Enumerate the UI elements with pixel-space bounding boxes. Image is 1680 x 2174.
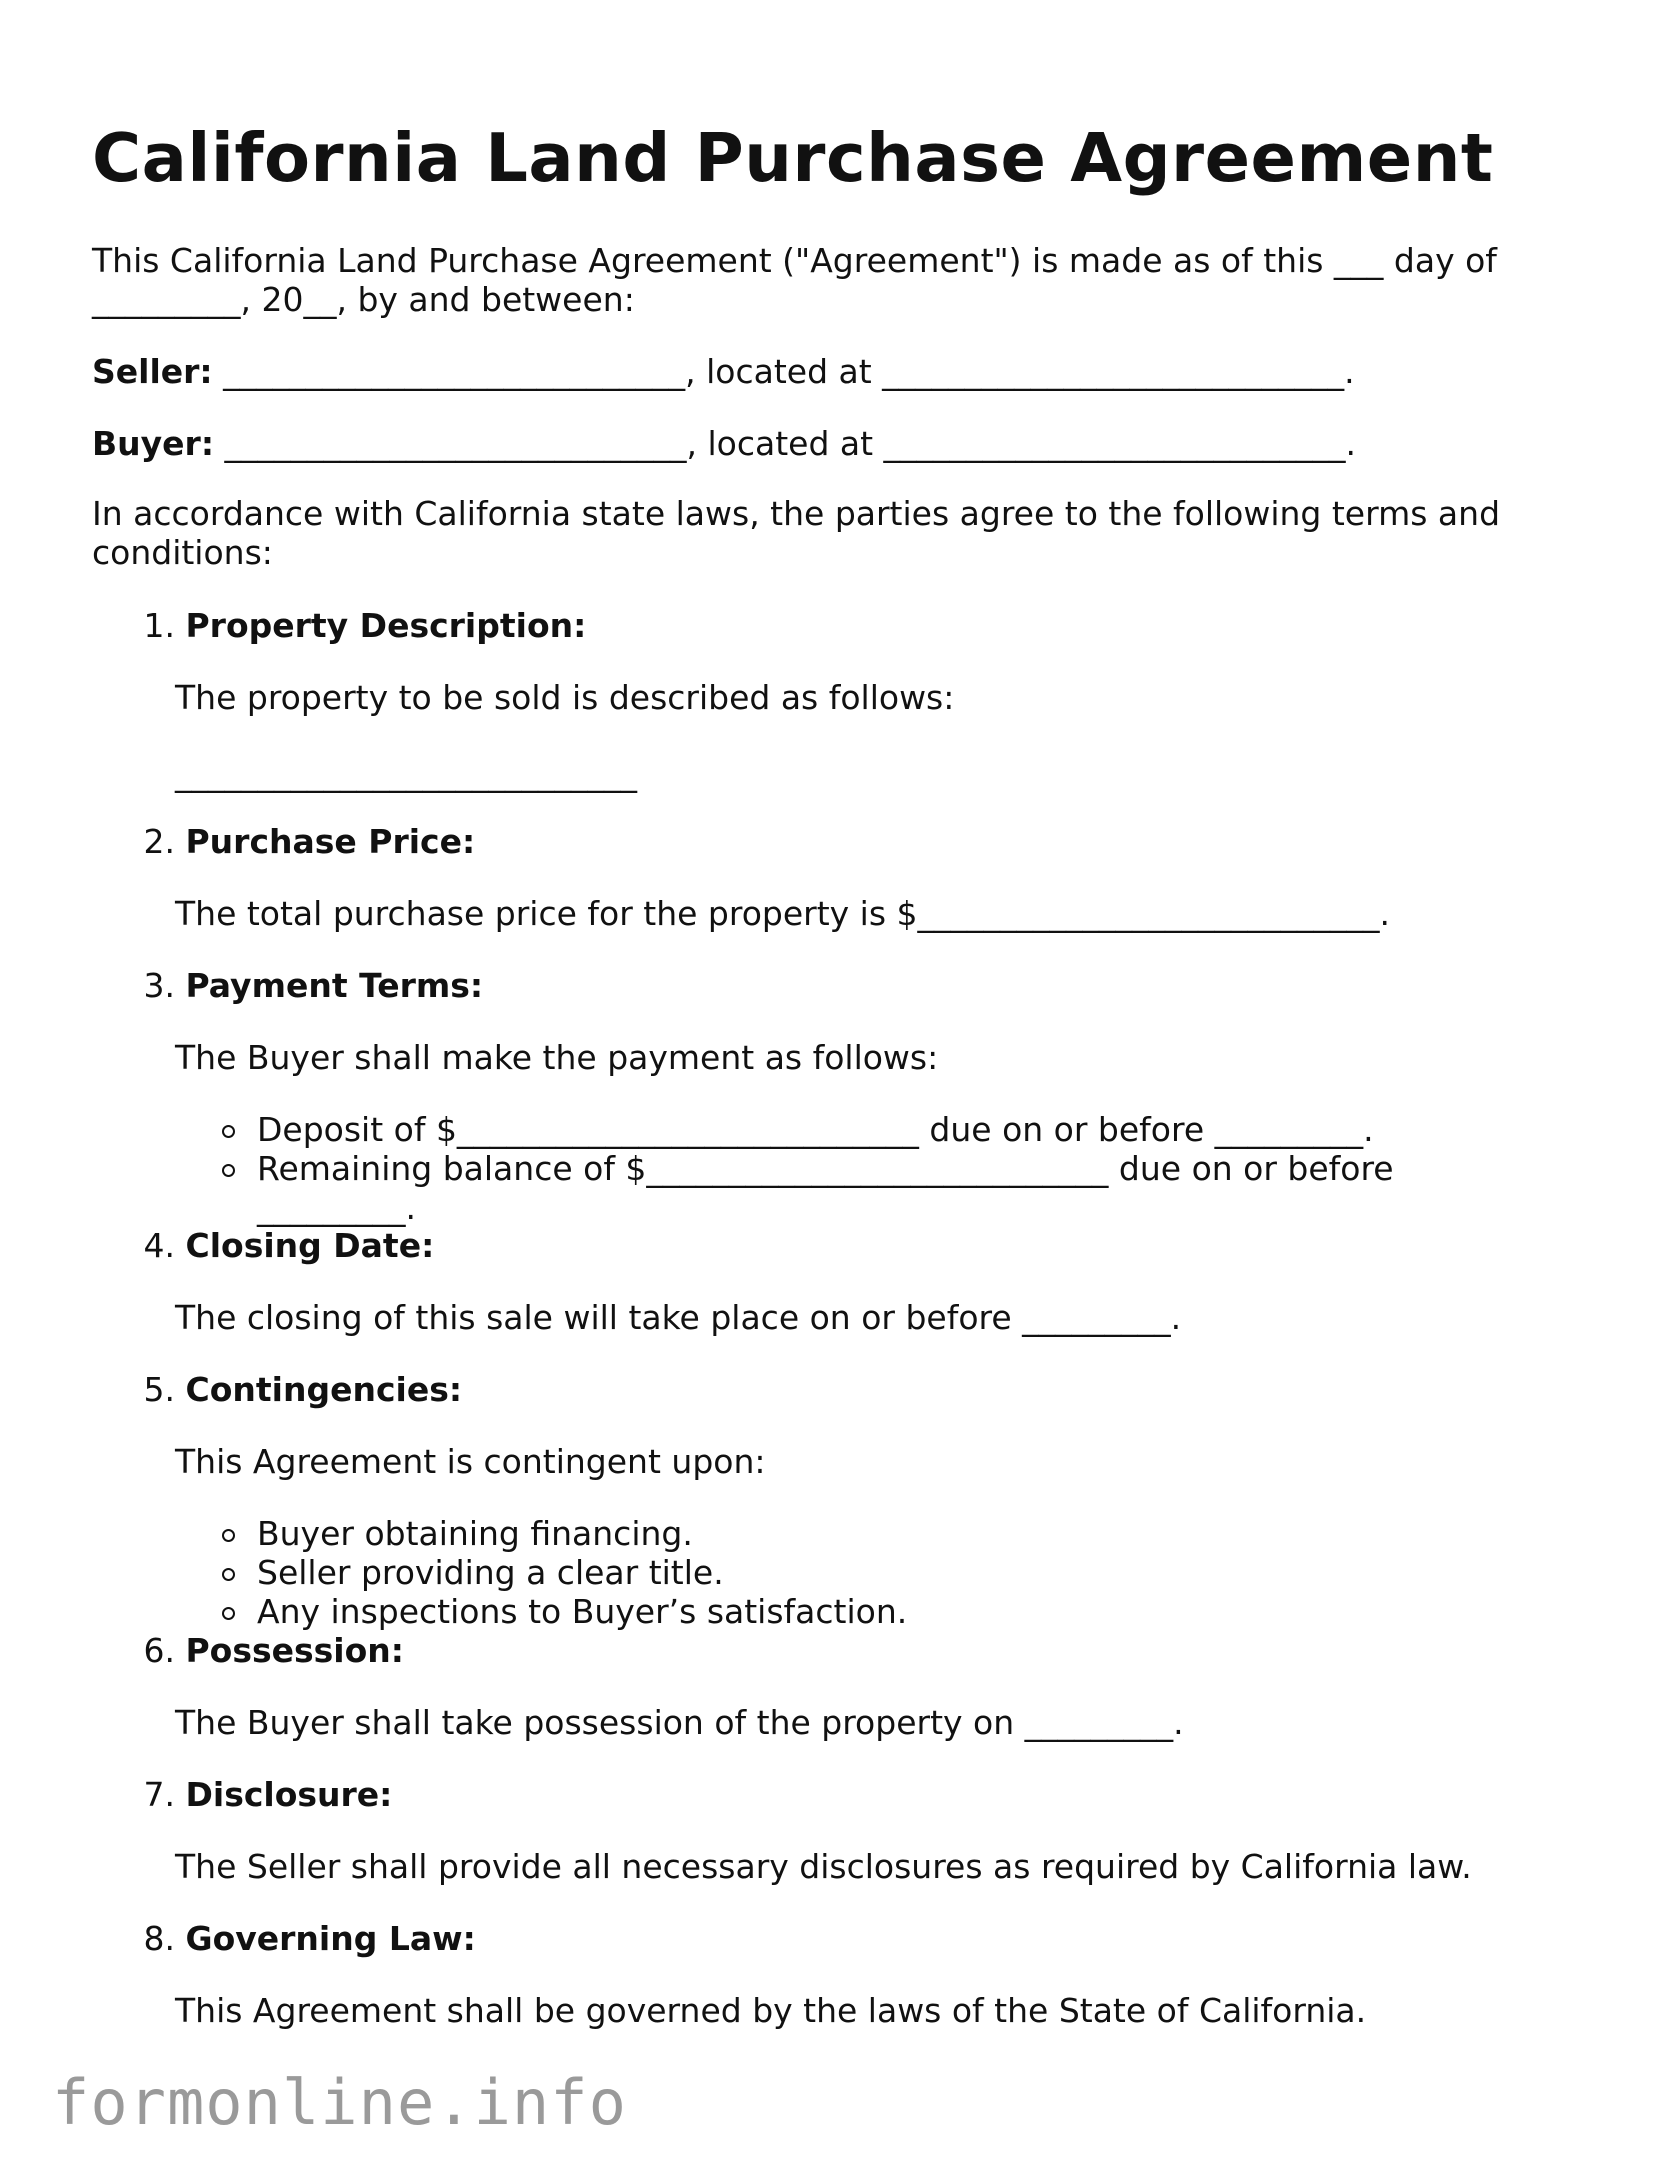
clause-number: 6. bbox=[143, 1631, 175, 1670]
clause-title: Payment Terms: bbox=[185, 966, 484, 1005]
clause-payment-terms bbox=[92, 966, 1592, 1227]
clause-number: 4. bbox=[143, 1226, 175, 1265]
clause-title: Possession: bbox=[185, 1631, 404, 1670]
clause-body: The total purchase price for the property is $____________________________. bbox=[175, 894, 1391, 933]
list-item-text: Remaining balance of $____________________________ due on or before bbox=[257, 1149, 1394, 1188]
accordance-line-1: In accordance with California state laws, the parties agree to the following terms and bbox=[92, 494, 1501, 533]
clause-closing-date bbox=[92, 1226, 1592, 1337]
clause-body: The closing of this sale will take place on or before _________. bbox=[175, 1298, 1182, 1337]
watermark: formonline.info bbox=[52, 2066, 627, 2139]
clause-number: 3. bbox=[143, 966, 175, 1005]
clause-title: Governing Law: bbox=[185, 1919, 476, 1958]
clause-contingencies bbox=[92, 1370, 1592, 1631]
clause-governing-law bbox=[92, 1919, 1592, 2030]
intro-line-2: _________, 20__, by and between: bbox=[92, 280, 635, 319]
accordance-paragraph bbox=[92, 494, 1522, 572]
document-title: California Land Purchase Agreement bbox=[92, 119, 1494, 197]
buyer-fields: ____________________________, located at ____________________________. bbox=[224, 424, 1357, 463]
clause-title: Disclosure: bbox=[185, 1775, 393, 1814]
clause-number: 2. bbox=[143, 822, 175, 861]
property-description-blank: ____________________________ bbox=[175, 754, 637, 793]
clause-number: 1. bbox=[143, 606, 175, 645]
intro-paragraph bbox=[92, 241, 1522, 319]
list-item-continuation bbox=[92, 1188, 1394, 1227]
list-item bbox=[92, 1592, 907, 1631]
list-item bbox=[92, 1110, 1394, 1149]
circle-bullet-icon bbox=[222, 1125, 235, 1138]
seller-fields: ____________________________, located at ____________________________. bbox=[223, 352, 1355, 391]
clause-body: This Agreement shall be governed by the laws of the State of California. bbox=[175, 1991, 1367, 2030]
buyer-line bbox=[92, 424, 1522, 463]
list-item bbox=[92, 1149, 1394, 1188]
seller-label: Seller: bbox=[92, 352, 213, 391]
clause-possession bbox=[92, 1631, 1592, 1742]
list-item-text: Buyer obtaining financing. bbox=[257, 1514, 693, 1553]
buyer-label: Buyer: bbox=[92, 424, 215, 463]
list-item-text: Deposit of $____________________________ due on or before _________. bbox=[257, 1110, 1374, 1149]
list-item-text: _________. bbox=[257, 1188, 416, 1227]
seller-line bbox=[92, 352, 1522, 391]
list-item bbox=[92, 1514, 907, 1553]
clause-number: 7. bbox=[143, 1775, 175, 1814]
circle-bullet-icon bbox=[222, 1164, 235, 1177]
clause-disclosure bbox=[92, 1775, 1592, 1886]
list-item-text: Any inspections to Buyer’s satisfaction. bbox=[257, 1592, 908, 1631]
contingency-bullet-list bbox=[92, 1514, 907, 1631]
clause-purchase-price bbox=[92, 822, 1592, 933]
payment-bullet-list bbox=[92, 1110, 1394, 1227]
clause-body: The Seller shall provide all necessary disclosures as required by California law. bbox=[175, 1847, 1472, 1886]
accordance-line-2: conditions: bbox=[92, 533, 273, 572]
clause-body: This Agreement is contingent upon: bbox=[175, 1442, 766, 1481]
intro-line-1: This California Land Purchase Agreement ("Agreement") is made as of this ___ day of bbox=[92, 241, 1497, 280]
clause-body: The property to be sold is described as follows: bbox=[175, 678, 955, 717]
circle-bullet-icon bbox=[222, 1607, 235, 1620]
clause-body: The Buyer shall take possession of the property on _________. bbox=[175, 1703, 1184, 1742]
clause-number: 5. bbox=[143, 1370, 175, 1409]
clause-title: Property Description: bbox=[185, 606, 587, 645]
clause-body: The Buyer shall make the payment as follows: bbox=[175, 1038, 939, 1077]
list-item bbox=[92, 1553, 907, 1592]
clause-title: Contingencies: bbox=[185, 1370, 463, 1409]
circle-bullet-icon bbox=[222, 1568, 235, 1581]
clause-title: Closing Date: bbox=[185, 1226, 435, 1265]
clause-property-description bbox=[92, 606, 1592, 793]
clause-number: 8. bbox=[143, 1919, 175, 1958]
list-item-text: Seller providing a clear title. bbox=[257, 1553, 724, 1592]
clause-title: Purchase Price: bbox=[185, 822, 476, 861]
circle-bullet-icon bbox=[222, 1529, 235, 1542]
